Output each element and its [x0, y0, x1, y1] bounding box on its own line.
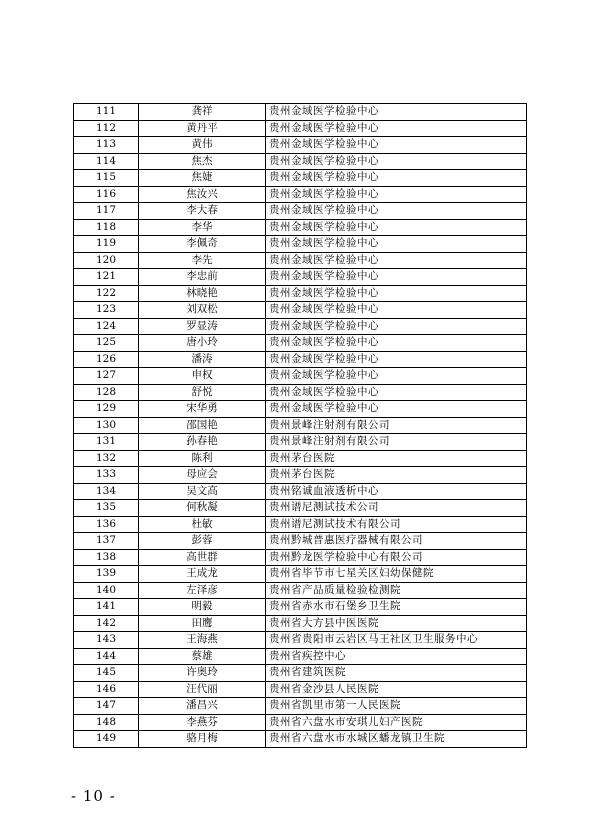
- row-number-cell: 124: [74, 318, 139, 335]
- name-cell: 黄丹平: [139, 120, 266, 137]
- name-cell: 刘双松: [139, 302, 266, 319]
- personnel-table: [73, 103, 527, 748]
- table-row: [74, 599, 527, 616]
- organization-cell: 贵州金域医学检验中心: [266, 351, 527, 368]
- row-number-cell: 134: [74, 483, 139, 500]
- name-cell: 罗显涛: [139, 318, 266, 335]
- row-number-cell: 146: [74, 681, 139, 698]
- table-row: [74, 302, 527, 319]
- table-body: [74, 104, 527, 748]
- table-row: [74, 632, 527, 649]
- row-number-cell: 147: [74, 698, 139, 715]
- row-number-cell: 135: [74, 500, 139, 517]
- row-number-cell: 132: [74, 450, 139, 467]
- name-cell: 王海燕: [139, 632, 266, 649]
- row-number-cell: 142: [74, 615, 139, 632]
- name-cell: 焦汝兴: [139, 186, 266, 203]
- table-row: [74, 368, 527, 385]
- row-number-cell: 117: [74, 203, 139, 220]
- table-row: [74, 417, 527, 434]
- organization-cell: 贵州金域医学检验中心: [266, 318, 527, 335]
- name-cell: 邵国艳: [139, 417, 266, 434]
- row-number-cell: 148: [74, 714, 139, 731]
- row-number-cell: 116: [74, 186, 139, 203]
- organization-cell: 贵州景峰注射剂有限公司: [266, 417, 527, 434]
- name-cell: 焦杰: [139, 153, 266, 170]
- name-cell: 田鹰: [139, 615, 266, 632]
- name-cell: 何秋凝: [139, 500, 266, 517]
- table-row: [74, 401, 527, 418]
- table-row: [74, 714, 527, 731]
- name-cell: 焦婕: [139, 170, 266, 187]
- name-cell: 高世群: [139, 549, 266, 566]
- row-number-cell: 112: [74, 120, 139, 137]
- organization-cell: 贵州金域医学检验中心: [266, 384, 527, 401]
- name-cell: 彭蓉: [139, 533, 266, 550]
- organization-cell: 贵州省疾控中心: [266, 648, 527, 665]
- organization-cell: 贵州金域医学检验中心: [266, 236, 527, 253]
- row-number-cell: 145: [74, 665, 139, 682]
- row-number-cell: 130: [74, 417, 139, 434]
- name-cell: 母应会: [139, 467, 266, 484]
- table-row: [74, 582, 527, 599]
- table-row: [74, 483, 527, 500]
- table-row: [74, 698, 527, 715]
- organization-cell: 贵州茅台医院: [266, 450, 527, 467]
- organization-cell: 贵州省六盘水市安琪儿妇产医院: [266, 714, 527, 731]
- table-row: [74, 137, 527, 154]
- table-row: [74, 120, 527, 137]
- name-cell: 李忠前: [139, 269, 266, 286]
- organization-cell: 贵州黔龙医学检验中心有限公司: [266, 549, 527, 566]
- name-cell: 唐小玲: [139, 335, 266, 352]
- table-row: [74, 285, 527, 302]
- table-row: [74, 153, 527, 170]
- row-number-cell: 143: [74, 632, 139, 649]
- row-number-cell: 120: [74, 252, 139, 269]
- organization-cell: 贵州金域医学检验中心: [266, 285, 527, 302]
- organization-cell: 贵州省大方县中医医院: [266, 615, 527, 632]
- row-number-cell: 137: [74, 533, 139, 550]
- organization-cell: 贵州省毕节市七星关区妇幼保健院: [266, 566, 527, 583]
- organization-cell: 贵州省金沙县人民医院: [266, 681, 527, 698]
- row-number-cell: 128: [74, 384, 139, 401]
- table-row: [74, 516, 527, 533]
- row-number-cell: 144: [74, 648, 139, 665]
- table-row: [74, 252, 527, 269]
- table-row: [74, 681, 527, 698]
- name-cell: 汪代丽: [139, 681, 266, 698]
- organization-cell: 贵州金域医学检验中心: [266, 120, 527, 137]
- name-cell: 林晓艳: [139, 285, 266, 302]
- name-cell: 王成龙: [139, 566, 266, 583]
- name-cell: 申权: [139, 368, 266, 385]
- row-number-cell: 114: [74, 153, 139, 170]
- organization-cell: 贵州金域医学检验中心: [266, 401, 527, 418]
- name-cell: 明毅: [139, 599, 266, 616]
- table-row: [74, 549, 527, 566]
- organization-cell: 贵州金域医学检验中心: [266, 219, 527, 236]
- row-number-cell: 138: [74, 549, 139, 566]
- name-cell: 舒悦: [139, 384, 266, 401]
- organization-cell: 贵州金域医学检验中心: [266, 252, 527, 269]
- row-number-cell: 121: [74, 269, 139, 286]
- table-row: [74, 566, 527, 583]
- table-row: [74, 665, 527, 682]
- table-row: [74, 219, 527, 236]
- organization-cell: 贵州金域医学检验中心: [266, 170, 527, 187]
- page-number: - 10 -: [71, 787, 116, 805]
- table-row: [74, 335, 527, 352]
- organization-cell: 贵州谱尼测试技术公司: [266, 500, 527, 517]
- table-row: [74, 384, 527, 401]
- name-cell: 许奥玲: [139, 665, 266, 682]
- name-cell: 蔡雄: [139, 648, 266, 665]
- name-cell: 陈利: [139, 450, 266, 467]
- name-cell: 李佩奇: [139, 236, 266, 253]
- name-cell: 李先: [139, 252, 266, 269]
- table-row: [74, 731, 527, 748]
- row-number-cell: 115: [74, 170, 139, 187]
- organization-cell: 贵州金域医学检验中心: [266, 368, 527, 385]
- name-cell: 孙春艳: [139, 434, 266, 451]
- row-number-cell: 119: [74, 236, 139, 253]
- organization-cell: 贵州金域医学检验中心: [266, 186, 527, 203]
- row-number-cell: 149: [74, 731, 139, 748]
- organization-cell: 贵州金域医学检验中心: [266, 269, 527, 286]
- name-cell: 左泽彦: [139, 582, 266, 599]
- name-cell: 潘昌兴: [139, 698, 266, 715]
- table-row: [74, 318, 527, 335]
- name-cell: 宋华勇: [139, 401, 266, 418]
- organization-cell: 贵州景峰注射剂有限公司: [266, 434, 527, 451]
- organization-cell: 贵州金域医学检验中心: [266, 302, 527, 319]
- table-row: [74, 170, 527, 187]
- table-row: [74, 467, 527, 484]
- organization-cell: 贵州金域医学检验中心: [266, 203, 527, 220]
- row-number-cell: 113: [74, 137, 139, 154]
- organization-cell: 贵州茅台医院: [266, 467, 527, 484]
- table-row: [74, 434, 527, 451]
- name-cell: 黄伟: [139, 137, 266, 154]
- table-row: [74, 648, 527, 665]
- organization-cell: 贵州省贵阳市云岩区马王社区卫生服务中心: [266, 632, 527, 649]
- name-cell: 李大春: [139, 203, 266, 220]
- organization-cell: 贵州省赤水市石堡乡卫生院: [266, 599, 527, 616]
- table-row: [74, 203, 527, 220]
- organization-cell: 贵州黔城普惠医疗器械有限公司: [266, 533, 527, 550]
- table-row: [74, 351, 527, 368]
- name-cell: 骆月梅: [139, 731, 266, 748]
- organization-cell: 贵州省建筑医院: [266, 665, 527, 682]
- table-row: [74, 615, 527, 632]
- row-number-cell: 140: [74, 582, 139, 599]
- row-number-cell: 129: [74, 401, 139, 418]
- organization-cell: 贵州金域医学检验中心: [266, 104, 527, 121]
- organization-cell: 贵州省产品质量检验检测院: [266, 582, 527, 599]
- organization-cell: 贵州谱尼测试技术有限公司: [266, 516, 527, 533]
- table-row: [74, 236, 527, 253]
- organization-cell: 贵州金域医学检验中心: [266, 137, 527, 154]
- name-cell: 潘涛: [139, 351, 266, 368]
- organization-cell: 贵州金域医学检验中心: [266, 335, 527, 352]
- name-cell: 吴文高: [139, 483, 266, 500]
- row-number-cell: 136: [74, 516, 139, 533]
- table-row: [74, 269, 527, 286]
- name-cell: 杜敏: [139, 516, 266, 533]
- organization-cell: 贵州金域医学检验中心: [266, 153, 527, 170]
- table-row: [74, 533, 527, 550]
- name-cell: 李华: [139, 219, 266, 236]
- row-number-cell: 139: [74, 566, 139, 583]
- row-number-cell: 131: [74, 434, 139, 451]
- table-row: [74, 450, 527, 467]
- organization-cell: 贵州省凯里市第一人民医院: [266, 698, 527, 715]
- row-number-cell: 133: [74, 467, 139, 484]
- table-row: [74, 186, 527, 203]
- row-number-cell: 123: [74, 302, 139, 319]
- row-number-cell: 125: [74, 335, 139, 352]
- row-number-cell: 141: [74, 599, 139, 616]
- row-number-cell: 126: [74, 351, 139, 368]
- row-number-cell: 127: [74, 368, 139, 385]
- organization-cell: 贵州省六盘水市水城区蟠龙镇卫生院: [266, 731, 527, 748]
- name-cell: 龚祥: [139, 104, 266, 121]
- name-cell: 李燕芬: [139, 714, 266, 731]
- row-number-cell: 122: [74, 285, 139, 302]
- row-number-cell: 111: [74, 104, 139, 121]
- table-row: [74, 104, 527, 121]
- organization-cell: 贵州铭诚血液透析中心: [266, 483, 527, 500]
- row-number-cell: 118: [74, 219, 139, 236]
- table-row: [74, 500, 527, 517]
